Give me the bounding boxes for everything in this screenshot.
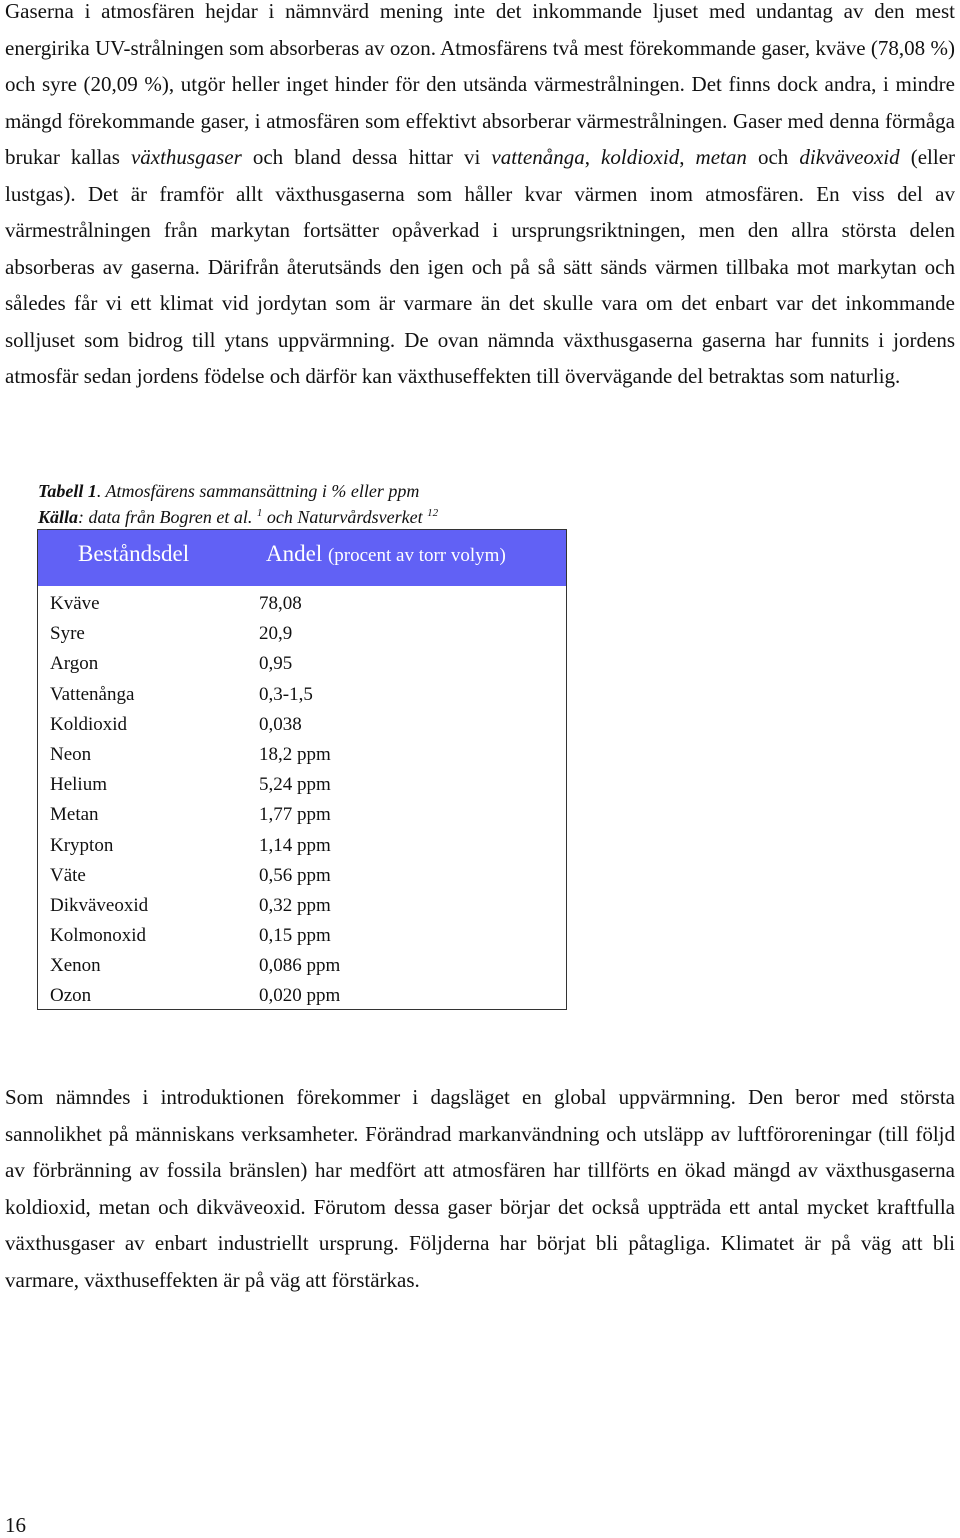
table-row — [38, 646, 566, 676]
source-label: Källa — [38, 507, 79, 527]
text-run: (eller lustgas). Det är framför allt växthusgaserna som håller kvar värmen inom atmosfären. En viss del av värmestrålningen från markytan fortsätter opåverkad i ursprungsriktningen, men den allra största delen absorberas av gaserna. Därifrån återutsänds den igen och på så sätt sänds värmen tillbaka mot markytan och således får vi ett klimat vid jordytan som är varmare än det skulle vara om det enbart var det inkommande solljuset som bidrog till ytans uppvärmning. De ovan nämnda växthusgaserna gaserna har funnits i jordens atmosfär sedan jordens födelse och därför kan växthuseffekten till övervägande del betraktas som naturlig. — [5, 145, 956, 388]
table-caption — [38, 481, 419, 502]
source-text: och Naturvårdsverket — [262, 507, 428, 527]
footnote-ref: 12 — [427, 507, 439, 519]
table-row — [38, 918, 566, 948]
caption-title: . Atmosfärens sammansättning i % eller ppm — [96, 481, 420, 501]
table-row — [38, 797, 566, 827]
cell-component: Ozon — [50, 985, 92, 1007]
table-row — [38, 888, 566, 918]
cell-component: Syre — [50, 623, 85, 645]
italic-term: växthusgaser — [130, 145, 242, 169]
header-share-label: Andel — [266, 541, 323, 566]
caption-label: Tabell 1 — [38, 481, 97, 501]
cell-component: Kolmonoxid — [50, 925, 147, 947]
cell-share: 0,15 ppm — [259, 925, 331, 947]
header-share-unit: (procent av torr volym) — [327, 545, 506, 566]
cell-component: Xenon — [50, 955, 101, 977]
table-row — [38, 828, 566, 858]
cell-component: Vattenånga — [50, 683, 135, 705]
table-source — [38, 507, 438, 528]
text-run: , — [679, 145, 696, 169]
cell-component: Kväve — [50, 593, 100, 614]
cell-component: Helium — [50, 774, 107, 796]
cell-component: Koldioxid — [50, 713, 128, 735]
composition-table — [37, 529, 567, 1010]
italic-term: dikväveoxid — [799, 145, 900, 169]
text-run: , — [584, 145, 602, 169]
cell-share: 0,086 ppm — [259, 955, 341, 977]
table-body — [38, 586, 566, 1009]
italic-term: koldioxid — [601, 145, 680, 169]
cell-share: 1,77 ppm — [259, 804, 331, 826]
table-header — [38, 530, 566, 586]
cell-share: 5,24 ppm — [259, 774, 331, 796]
body-paragraph: Som nämndes i introduktionen förekommer i dagsläget en global uppvärmning. Den beror med största sannolikhet på människans verksamheter. Förändrad markanvändning och utsläpp av luftföroreningar (till följd av förbränning av fossila bränslen) har medfört att atmosfären har tillförts en ökad mängd av växthusgaserna koldioxid, metan och dikväveoxid. Förutom dessa gaser börjar det också uppträda ett antal mycket kraftfulla växthusgaser av enbart industriellt ursprung. Följderna har börjat bli påtagliga. Klimatet är på väg att bli varmare, växthuseffekten är på väg att förstärkas. — [5, 1085, 955, 1292]
cell-component: Dikväveoxid — [50, 894, 149, 916]
table-row — [38, 767, 566, 797]
table-row — [38, 586, 566, 616]
table-row — [38, 616, 566, 646]
footnote-ref: 1 — [256, 507, 263, 519]
text-run: och bland dessa hittar vi — [241, 145, 492, 169]
text-run: och — [746, 145, 800, 169]
cell-share: 0,020 ppm — [259, 985, 341, 1007]
table-row — [38, 677, 566, 707]
header-share — [266, 541, 506, 567]
cell-component: Neon — [50, 743, 92, 765]
source-text: : data från Bogren et al. — [78, 507, 257, 527]
table-row — [38, 737, 566, 767]
page-number: 16 — [5, 1513, 26, 1537]
italic-term: metan — [695, 145, 747, 169]
cell-share: 20,9 — [259, 623, 293, 645]
table-row — [38, 978, 566, 1008]
cell-component: Krypton — [50, 834, 114, 856]
cell-share: 0,95 — [259, 653, 293, 675]
table-row — [38, 858, 566, 888]
cell-share: 0,32 ppm — [259, 894, 331, 916]
body-paragraph — [5, 0, 955, 395]
cell-share: 0,56 ppm — [259, 864, 331, 886]
header-component: Beståndsdel — [78, 541, 190, 566]
cell-component: Väte — [50, 864, 86, 886]
cell-component: Argon — [50, 653, 99, 675]
table-row — [38, 948, 566, 978]
cell-share: 1,14 ppm — [259, 834, 331, 856]
text-run: Gaserna i atmosfären hejdar i nämnvärd mening inte det inkommande ljuset med undantag av den mest energirika UV-strålningen som absorberas av ozon. Atmosfärens två mest förekommande gaser, kväve (78,08 %) och syre (20,09 %), utgör heller inget hinder för den utsända värmestrålningen. Det finns dock andra, i mindre mängd förekommande gaser, i atmosfären som effektivt absorberar värmestrålningen. Gaser med denna förmåga brukar kallas — [5, 0, 955, 169]
table-row — [38, 707, 566, 737]
cell-component: Metan — [50, 804, 99, 826]
cell-share: 78,08 — [259, 593, 302, 614]
cell-share: 0,3-1,5 — [259, 683, 313, 705]
cell-share: 0,038 — [259, 713, 302, 735]
cell-share: 18,2 ppm — [259, 743, 331, 765]
italic-term: vattenånga — [491, 145, 585, 169]
